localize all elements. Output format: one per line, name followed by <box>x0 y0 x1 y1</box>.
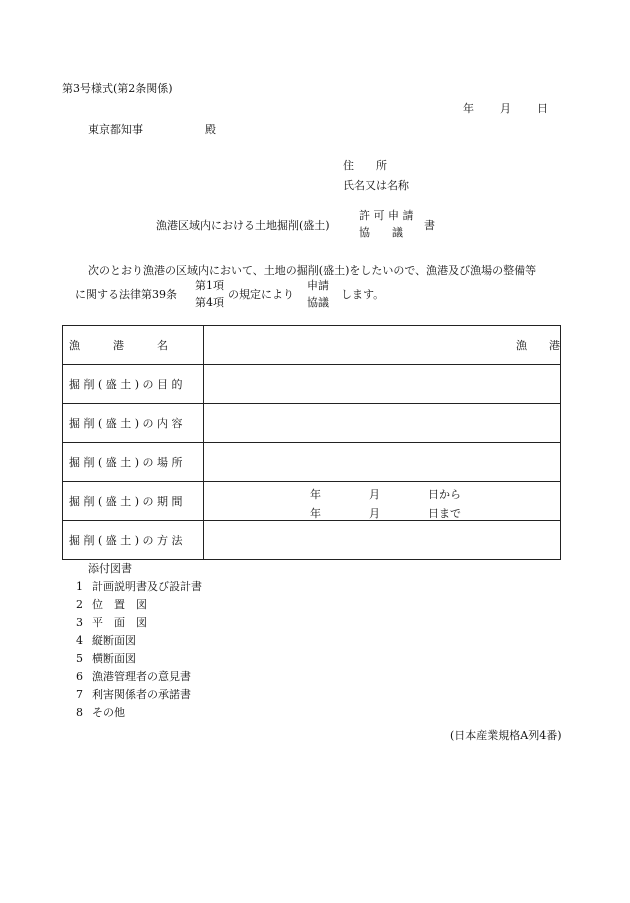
row-label-purpose: 掘 削 ( 盛 土 ) の 目 的 <box>63 365 204 404</box>
attachments-list <box>76 578 202 722</box>
list-item <box>76 668 202 686</box>
row-label-content: 掘 削 ( 盛 土 ) の 内 容 <box>63 404 204 443</box>
item-label: 横断面図 <box>92 652 136 665</box>
addressee <box>88 121 216 137</box>
port-name-field[interactable]: 漁 港 <box>204 326 561 365</box>
date-line <box>463 100 548 116</box>
intro-actions <box>307 277 329 311</box>
list-item <box>76 614 202 632</box>
item-label: 漁港管理者の意見書 <box>92 670 191 683</box>
form-number: 第3号様式(第2条関係) <box>62 82 173 95</box>
row-label-period: 掘 削 ( 盛 土 ) の 期 間 <box>63 482 204 521</box>
table-row <box>63 365 561 404</box>
period-from-year: 年 <box>310 488 321 501</box>
title-options <box>359 207 414 241</box>
action-consult: 協議 <box>307 296 329 309</box>
period-field[interactable] <box>204 482 561 521</box>
table-row <box>63 521 561 560</box>
title-prefix: 漁港区域内における土地掘削(盛土) <box>156 219 330 232</box>
row-label-port-name: 漁 港 名 <box>63 326 204 365</box>
list-item <box>76 632 202 650</box>
application-table <box>62 325 561 560</box>
method-field[interactable] <box>204 521 561 560</box>
addressee-name: 東京都知事 <box>88 123 143 136</box>
action-apply: 申請 <box>307 279 329 292</box>
table-row <box>63 326 561 365</box>
item-label: 利害関係者の承諾書 <box>92 688 191 701</box>
item-label: 計画説明書及び設計書 <box>92 580 202 593</box>
intro-middle: の規定により <box>228 288 294 301</box>
document-title <box>156 211 456 245</box>
purpose-field[interactable] <box>204 365 561 404</box>
item-label: 平 面 図 <box>92 616 147 629</box>
table-row <box>63 443 561 482</box>
title-option-permit: 許 可 申 請 <box>359 209 414 222</box>
item-label: 位 置 図 <box>92 598 147 611</box>
intro-law: に関する法律第39条 <box>75 288 177 301</box>
date-year: 年 <box>463 102 474 115</box>
location-field[interactable] <box>204 443 561 482</box>
intro-line-2 <box>75 279 495 320</box>
paper-standard-note: (日本産業規格A列4番) <box>450 729 562 742</box>
date-day: 日 <box>537 102 548 115</box>
item-number: 6 <box>76 670 83 683</box>
date-month: 月 <box>500 102 511 115</box>
attachments-title: 添付図書 <box>88 562 132 575</box>
table-row <box>63 404 561 443</box>
title-option-consult: 協 議 <box>359 226 403 239</box>
address-label: 住 所 <box>343 159 387 172</box>
item-number: 2 <box>76 598 83 611</box>
item-number: 7 <box>76 688 83 701</box>
item-number: 8 <box>76 706 83 719</box>
row-label-location: 掘 削 ( 盛 土 ) の 場 所 <box>63 443 204 482</box>
name-label: 氏名又は名称 <box>343 179 409 192</box>
intro-clauses <box>195 277 224 311</box>
table-row <box>63 482 561 521</box>
item-number: 1 <box>76 580 83 593</box>
item-label: 縦断面図 <box>92 634 136 647</box>
addressee-honorific: 殿 <box>205 123 216 136</box>
item-number: 4 <box>76 634 83 647</box>
period-to-day: 日まで <box>428 507 461 520</box>
period-from-day: 日から <box>428 488 461 501</box>
item-number: 3 <box>76 616 83 629</box>
intro-line-1: 次のとおり漁港の区域内において、土地の掘削(盛土)をしたいので、漁港及び漁場の整備等 <box>88 264 537 277</box>
item-number: 5 <box>76 652 83 665</box>
item-label: その他 <box>92 706 125 719</box>
list-item <box>76 596 202 614</box>
list-item <box>76 704 202 722</box>
clause-1: 第1項 <box>195 279 224 292</box>
row-label-method: 掘 削 ( 盛 土 ) の 方 法 <box>63 521 204 560</box>
period-from-month: 月 <box>369 488 380 501</box>
content-field[interactable] <box>204 404 561 443</box>
clause-4: 第4項 <box>195 296 224 309</box>
period-to-year: 年 <box>310 507 321 520</box>
period-to-month: 月 <box>369 507 380 520</box>
title-suffix: 書 <box>424 219 435 232</box>
list-item <box>76 686 202 704</box>
intro-suffix: します。 <box>341 288 385 301</box>
list-item <box>76 650 202 668</box>
applicant-block <box>343 156 409 196</box>
list-item <box>76 578 202 596</box>
